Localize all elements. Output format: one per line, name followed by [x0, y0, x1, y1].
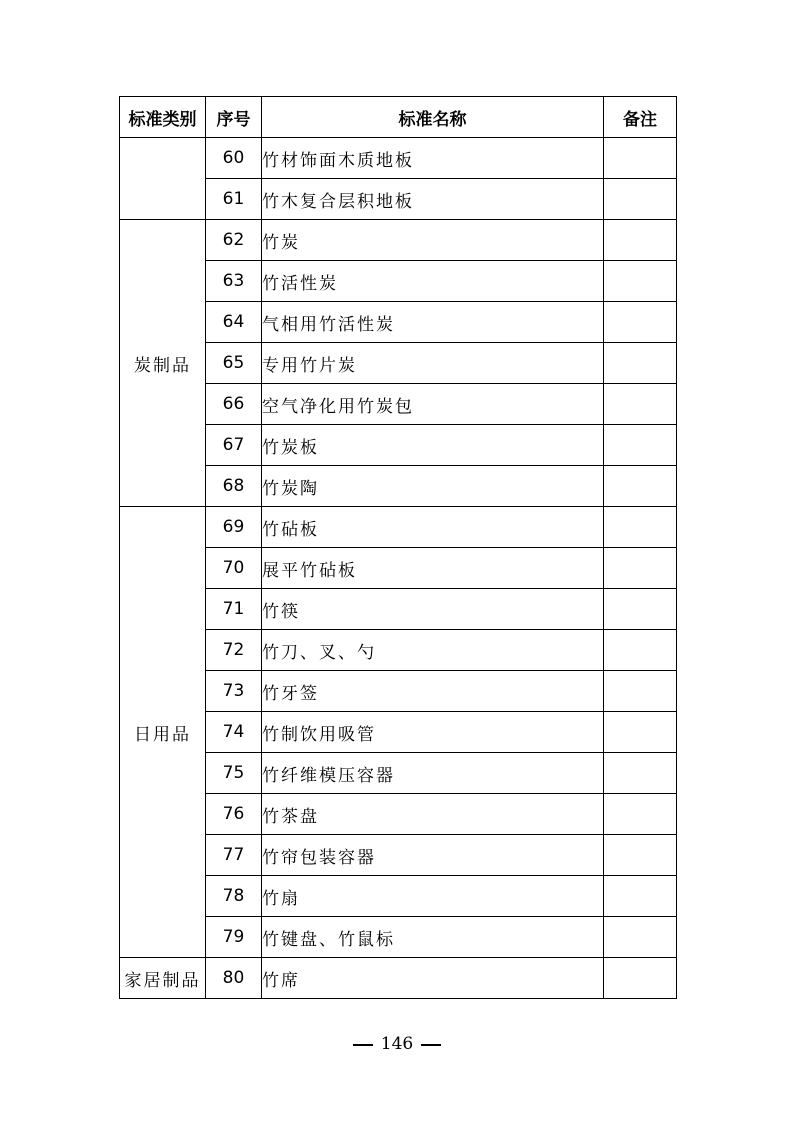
number-cell: 80 [206, 958, 262, 999]
standard-name-cell: 竹木复合层积地板 [262, 179, 604, 220]
note-cell [604, 179, 677, 220]
number-cell: 62 [206, 220, 262, 261]
number-cell: 78 [206, 876, 262, 917]
standard-name-cell: 竹牙签 [262, 671, 604, 712]
page-number [0, 1034, 794, 1054]
page-number-dash-right [421, 1044, 441, 1046]
table-header-row [120, 97, 677, 138]
note-cell [604, 589, 677, 630]
note-cell [604, 876, 677, 917]
note-cell [604, 917, 677, 958]
note-cell [604, 261, 677, 302]
note-cell [604, 835, 677, 876]
table-body [120, 138, 677, 999]
number-cell: 66 [206, 384, 262, 425]
number-cell: 68 [206, 466, 262, 507]
standards-table [119, 96, 677, 999]
table-row [120, 220, 677, 261]
category-cell: 家居制品 [120, 958, 206, 999]
page-number-text: 146 [380, 1034, 414, 1054]
page-number-dash-left [353, 1044, 373, 1046]
number-cell: 73 [206, 671, 262, 712]
note-cell [604, 958, 677, 999]
note-cell [604, 220, 677, 261]
header-number: 序号 [206, 97, 262, 138]
note-cell [604, 548, 677, 589]
standard-name-cell: 竹茶盘 [262, 794, 604, 835]
standard-name-cell: 竹筷 [262, 589, 604, 630]
standard-name-cell: 竹砧板 [262, 507, 604, 548]
number-cell: 74 [206, 712, 262, 753]
note-cell [604, 138, 677, 179]
note-cell [604, 712, 677, 753]
note-cell [604, 630, 677, 671]
table-row [120, 958, 677, 999]
note-cell [604, 507, 677, 548]
standard-name-cell: 展平竹砧板 [262, 548, 604, 589]
standard-name-cell: 竹制饮用吸管 [262, 712, 604, 753]
table-row [120, 138, 677, 179]
note-cell [604, 384, 677, 425]
note-cell [604, 466, 677, 507]
number-cell: 60 [206, 138, 262, 179]
number-cell: 75 [206, 753, 262, 794]
note-cell [604, 671, 677, 712]
standard-name-cell: 竹炭 [262, 220, 604, 261]
number-cell: 70 [206, 548, 262, 589]
note-cell [604, 302, 677, 343]
category-cell [120, 138, 206, 220]
standard-name-cell: 竹炭板 [262, 425, 604, 466]
note-cell [604, 343, 677, 384]
standard-name-cell: 竹键盘、竹鼠标 [262, 917, 604, 958]
number-cell: 67 [206, 425, 262, 466]
standard-name-cell: 竹帘包装容器 [262, 835, 604, 876]
standard-name-cell: 竹刀、叉、勺 [262, 630, 604, 671]
number-cell: 72 [206, 630, 262, 671]
number-cell: 77 [206, 835, 262, 876]
standard-name-cell: 竹扇 [262, 876, 604, 917]
standard-name-cell: 竹席 [262, 958, 604, 999]
header-name: 标准名称 [262, 97, 604, 138]
standard-name-cell: 气相用竹活性炭 [262, 302, 604, 343]
number-cell: 64 [206, 302, 262, 343]
category-cell: 日用品 [120, 507, 206, 958]
standard-name-cell: 空气净化用竹炭包 [262, 384, 604, 425]
standard-name-cell: 竹纤维模压容器 [262, 753, 604, 794]
number-cell: 65 [206, 343, 262, 384]
number-cell: 76 [206, 794, 262, 835]
note-cell [604, 794, 677, 835]
header-category: 标准类别 [120, 97, 206, 138]
header-note: 备注 [604, 97, 677, 138]
note-cell [604, 753, 677, 794]
standard-name-cell: 竹炭陶 [262, 466, 604, 507]
number-cell: 79 [206, 917, 262, 958]
table-row [120, 507, 677, 548]
number-cell: 63 [206, 261, 262, 302]
note-cell [604, 425, 677, 466]
standard-name-cell: 竹材饰面木质地板 [262, 138, 604, 179]
number-cell: 69 [206, 507, 262, 548]
number-cell: 61 [206, 179, 262, 220]
standard-name-cell: 竹活性炭 [262, 261, 604, 302]
standard-name-cell: 专用竹片炭 [262, 343, 604, 384]
number-cell: 71 [206, 589, 262, 630]
category-cell: 炭制品 [120, 220, 206, 507]
